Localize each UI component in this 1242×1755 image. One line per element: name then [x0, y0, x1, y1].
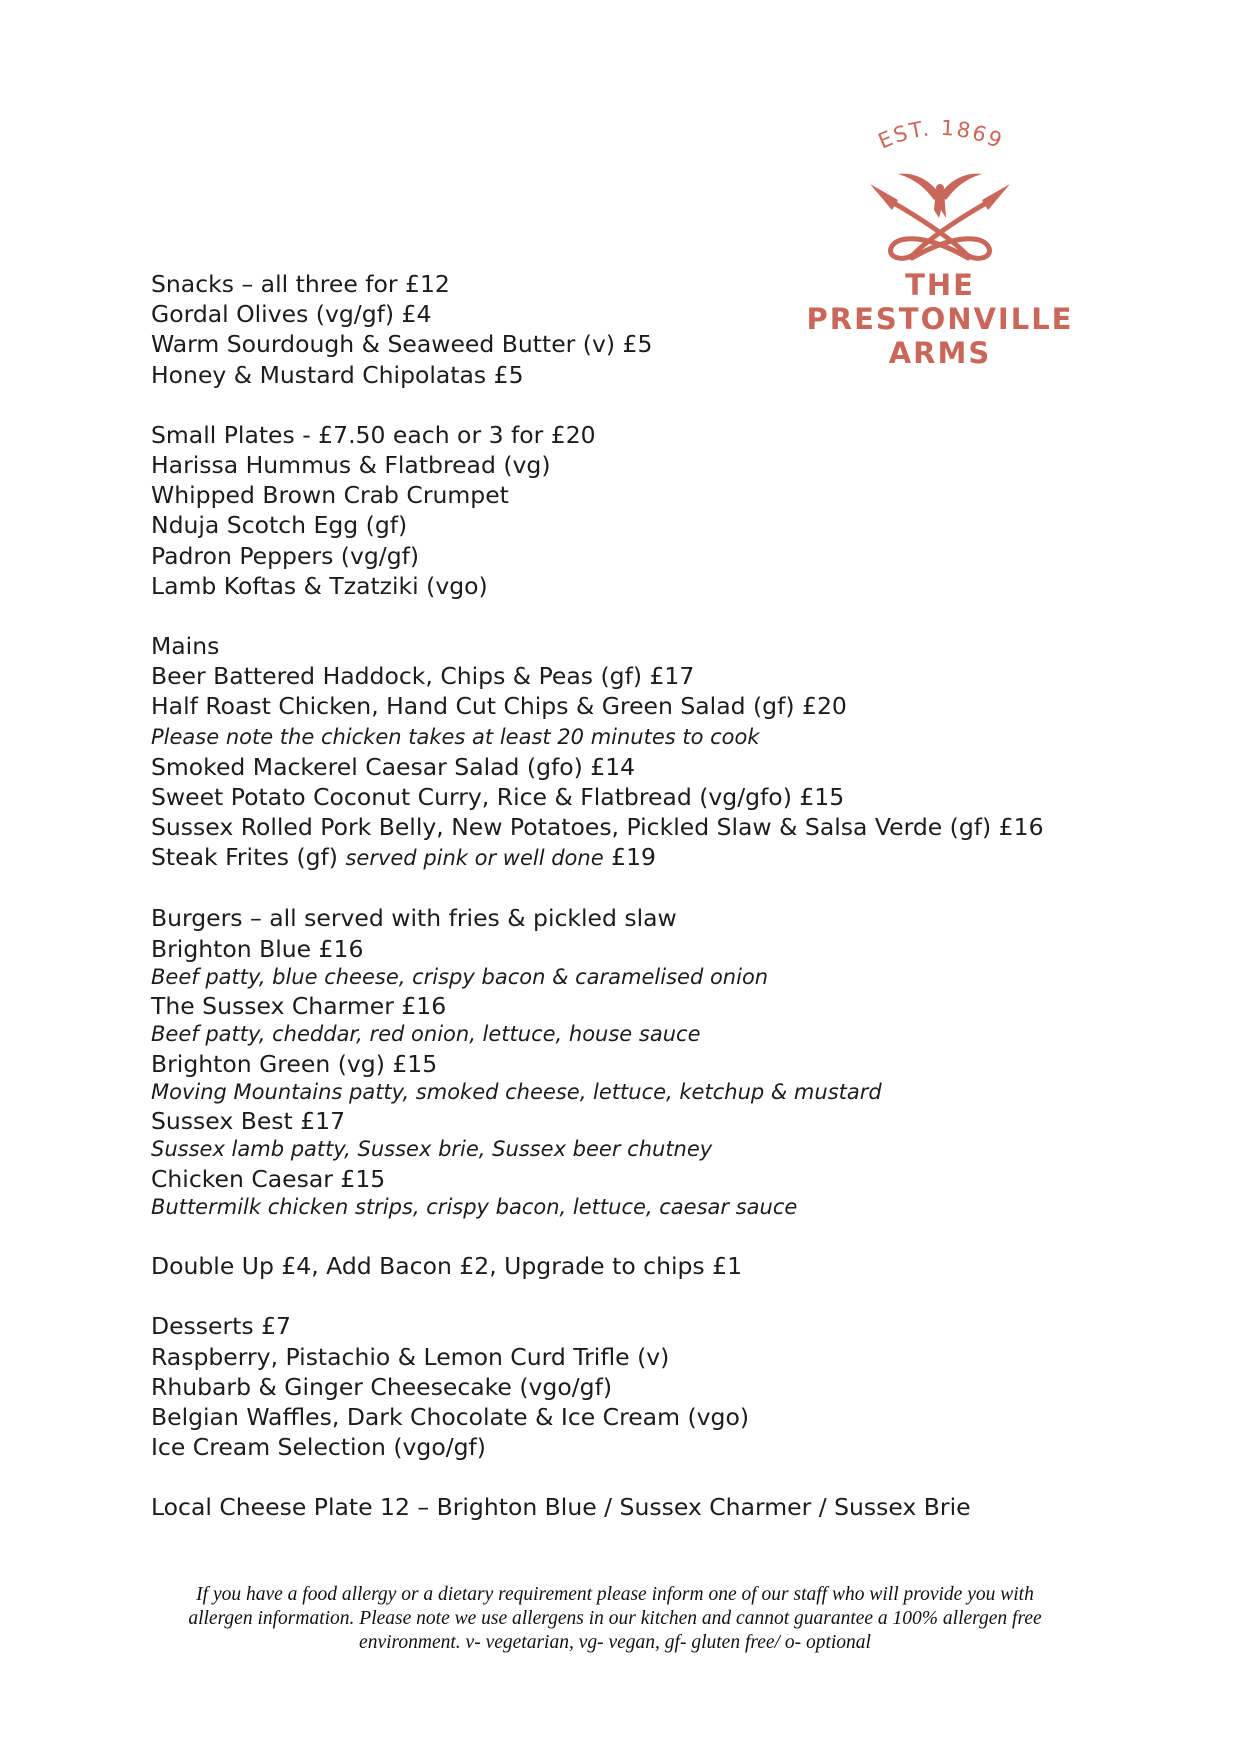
- menu-item: Smoked Mackerel Caesar Salad (gfo) £14: [151, 752, 636, 781]
- desserts-section: [151, 1311, 1151, 1462]
- burger-name: Brighton Blue £16: [151, 934, 364, 963]
- menu-item: Beer Battered Haddock, Chips & Peas (gf) £17: [151, 662, 695, 691]
- menu-item: Belgian Waffles, Dark Chocolate & Ice Cream (vgo): [151, 1402, 749, 1431]
- burgers-section: [151, 903, 1151, 1221]
- logo-est: EST. 1869: [874, 118, 1008, 154]
- menu-item: Sweet Potato Coconut Curry, Rice & Flatbread (vg/gfo) £15: [151, 782, 845, 811]
- burger-description: Sussex lamb patty, Sussex brie, Sussex beer chutney: [151, 1137, 713, 1162]
- burger-extras: Double Up £4, Add Bacon £2, Upgrade to chips £1: [151, 1252, 743, 1281]
- logo-arms: ARMS: [888, 336, 992, 370]
- swallow-and-crossed-horns-icon: [800, 118, 1080, 268]
- small-plates-section: [151, 420, 1151, 601]
- extras-section: [151, 1251, 1151, 1281]
- menu-item: Warm Sourdough & Seaweed Butter (v) £5: [151, 330, 653, 359]
- menu-item: Sussex Rolled Pork Belly, New Potatoes, Pickled Slaw & Salsa Verde (gf) £16: [151, 813, 1044, 842]
- burger-description: Buttermilk chicken strips, crispy bacon, lettuce, caesar sauce: [151, 1194, 798, 1219]
- burger-description: Beef patty, blue cheese, crispy bacon & caramelised onion: [151, 964, 769, 989]
- burger-name: Sussex Best £17: [151, 1107, 346, 1136]
- menu-body: [151, 269, 1151, 1553]
- small-plates-heading: Small Plates - £7.50 each or 3 for £20: [151, 420, 596, 449]
- allergen-footer: [140, 1583, 1090, 1655]
- menu-item: Harissa Hummus & Flatbread (vg): [151, 451, 551, 480]
- menu-item: Gordal Olives (vg/gf) £4: [151, 300, 432, 329]
- logo-prestonville: PRESTONVILLE: [806, 302, 1074, 336]
- snacks-heading: Snacks – all three for £12: [151, 270, 450, 298]
- chicken-note: Please note the chicken takes at least 20 minutes to cook: [151, 724, 760, 749]
- footer-line: If you have a food allergy or a dietary requirement please inform one of our staff who will provide you with: [196, 1584, 1034, 1605]
- menu-item: Rhubarb & Ginger Cheesecake (vgo/gf): [151, 1372, 613, 1401]
- mains-section: [151, 631, 1151, 873]
- steak-note: served pink or well done: [345, 846, 604, 871]
- menu-item: Ice Cream Selection (vgo/gf): [151, 1433, 486, 1462]
- burger-name: The Sussex Charmer £16: [151, 992, 447, 1021]
- burger-description: Moving Mountains patty, smoked cheese, lettuce, ketchup & mustard: [151, 1079, 882, 1104]
- burger-name: Chicken Caesar £15: [151, 1164, 386, 1193]
- footer-line: environment. v- vegetarian, vg- vegan, gf- gluten free/ o- optional: [359, 1632, 871, 1653]
- steak-frites-item: [151, 842, 1151, 873]
- mains-heading: Mains: [151, 632, 220, 661]
- menu-item: Lamb Koftas & Tzatziki (vgo): [151, 571, 488, 600]
- burger-name: Brighton Green (vg) £15: [151, 1049, 438, 1078]
- menu-item: Padron Peppers (vg/gf): [151, 541, 420, 570]
- menu-item: Nduja Scotch Egg (gf): [151, 511, 408, 540]
- menu-item: Half Roast Chicken, Hand Cut Chips & Green Salad (gf) £20: [151, 692, 847, 721]
- steak-price: £19: [611, 843, 656, 872]
- logo-the: THE: [905, 268, 975, 302]
- menu-item: Raspberry, Pistachio & Lemon Curd Trifle (v): [151, 1342, 670, 1371]
- steak-name: Steak Frites (gf): [151, 843, 338, 872]
- menu-item: Honey & Mustard Chipolatas £5: [151, 360, 524, 389]
- cheese-plate: Local Cheese Plate 12 – Brighton Blue / Sussex Charmer / Sussex Brie: [151, 1493, 971, 1522]
- burgers-heading: Burgers – all served with fries & pickled slaw: [151, 904, 677, 933]
- desserts-heading: Desserts £7: [151, 1312, 291, 1341]
- snacks-section: [151, 269, 1151, 390]
- menu-item: Whipped Brown Crab Crumpet: [151, 481, 509, 510]
- burger-description: Beef patty, cheddar, red onion, lettuce, house sauce: [151, 1022, 701, 1047]
- cheese-section: [151, 1492, 1151, 1522]
- footer-line: allergen information. Please note we use allergens in our kitchen and cannot guarantee a 100% allergen free: [188, 1608, 1042, 1629]
